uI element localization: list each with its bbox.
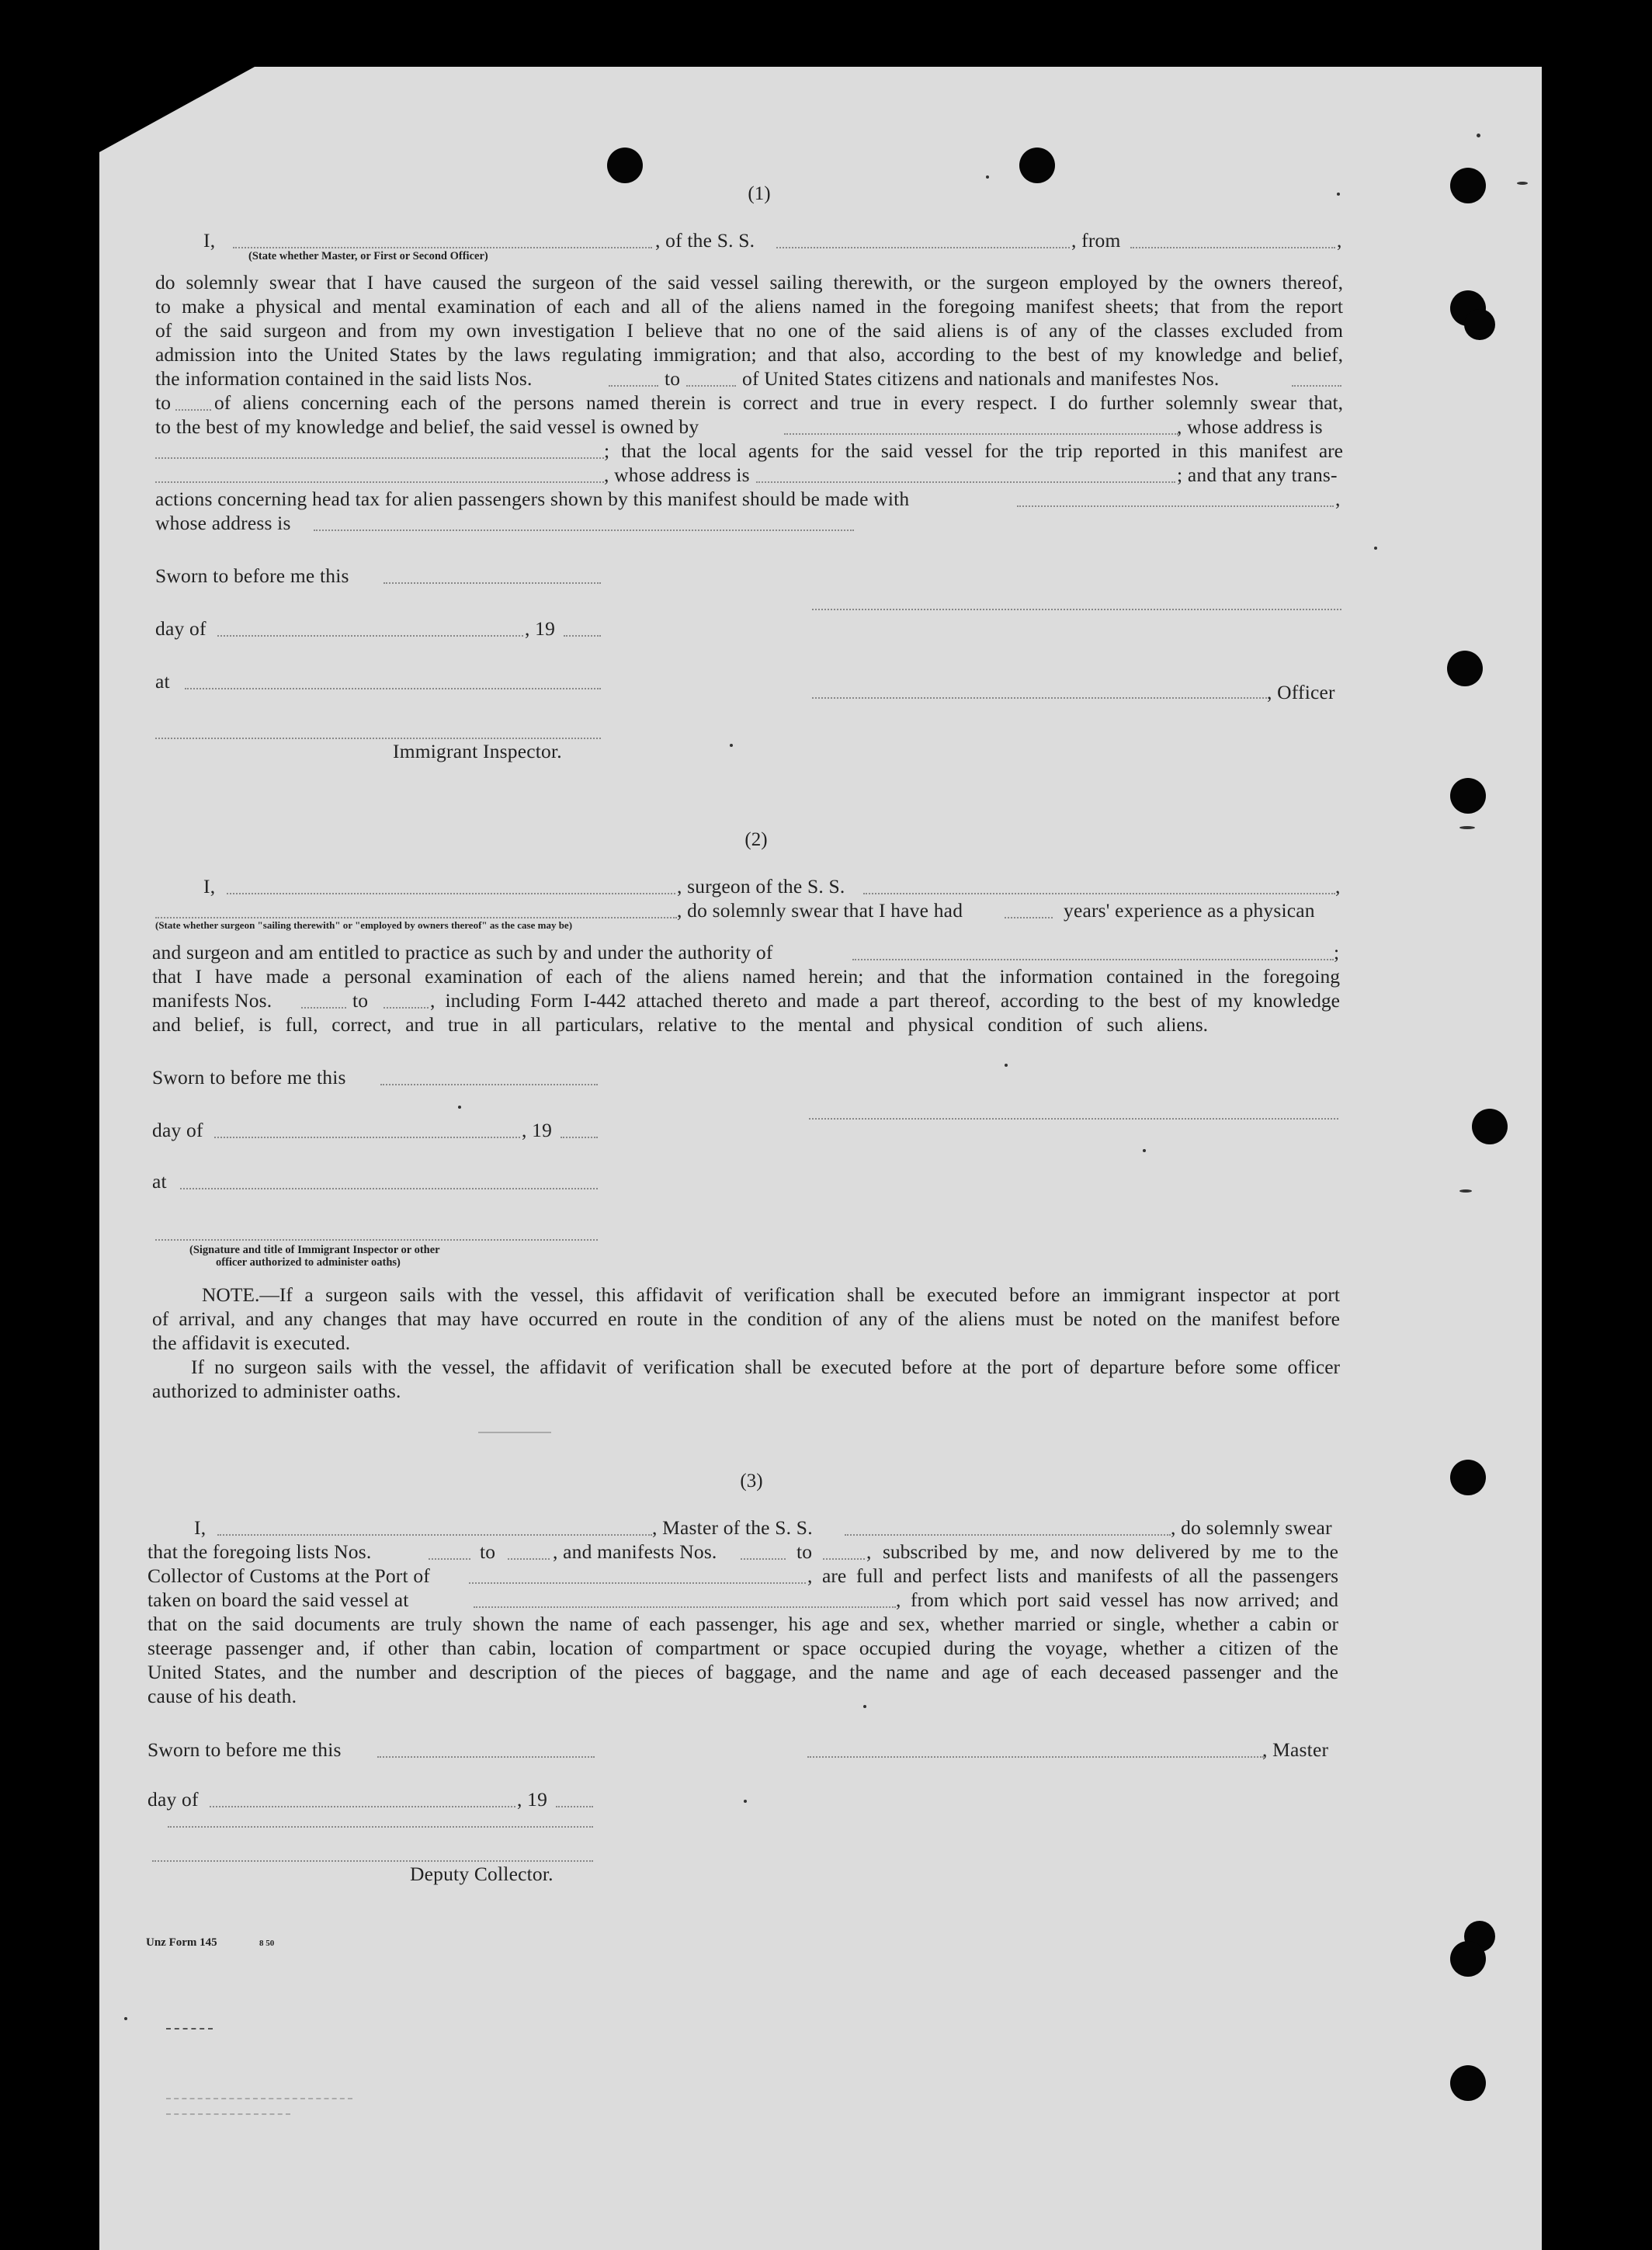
s1-name-blank bbox=[233, 247, 652, 248]
s1-sworn-blank bbox=[384, 582, 601, 584]
bottom-faint-line bbox=[166, 2098, 352, 2099]
s2-note-para2-line: If no surgeon sails with the vessel, the affidavit of verification shall be executed before at the port of departure before some officer bbox=[191, 1356, 1340, 1378]
s2-manifests-from-blank bbox=[301, 1007, 346, 1009]
s2-authority-blank bbox=[852, 959, 1334, 960]
punch-hole bbox=[607, 148, 643, 183]
s3-sworn: Sworn to before me this bbox=[148, 1738, 342, 1761]
s2-l6: and belief, is full, correct, and true in all particulars, relative to the mental and physical condition of such aliens. bbox=[152, 1013, 1208, 1036]
s1-l7a: to the best of my knowledge and belief, the said vessel is owned by bbox=[155, 415, 699, 438]
section-2-number: (2) bbox=[744, 829, 768, 850]
s1-inspector: Immigrant Inspector. bbox=[393, 740, 562, 762]
s3-name-blank bbox=[217, 1534, 652, 1536]
s1-para-line: do solemnly swear that I have caused the surgeon of the said vessel sailing therewith, or the surgeon employed by the owners thereof, bbox=[155, 271, 1343, 293]
s3-day-blank bbox=[210, 1806, 515, 1807]
s3-manifests-from-blank bbox=[741, 1558, 786, 1560]
s1-agents-blank bbox=[155, 481, 604, 483]
speck bbox=[458, 1106, 461, 1109]
s1-comma: , bbox=[1337, 229, 1342, 252]
s3-lists-from-blank bbox=[429, 1558, 470, 1560]
form-number: Unz Form 145 bbox=[146, 1936, 217, 1949]
s1-from: , from bbox=[1071, 229, 1121, 252]
s2-note-para2-line: authorized to administer oaths. bbox=[152, 1380, 401, 1402]
s1-para-line: of the said surgeon and from my own investigation I believe that no one of the said aliens is of any of the classes excluded from bbox=[155, 319, 1343, 342]
s2-sworn-blank bbox=[380, 1084, 598, 1085]
s2-l2b: years' experience as a physican bbox=[1064, 899, 1315, 922]
s2-l5b: to bbox=[352, 989, 369, 1012]
s1-year: , 19 bbox=[525, 617, 556, 640]
s2-smudge bbox=[478, 1432, 551, 1433]
s2-l3b: ; bbox=[1334, 941, 1340, 964]
s3-port-blank bbox=[469, 1582, 806, 1584]
speck bbox=[744, 1800, 747, 1803]
s1-lists-from-blank bbox=[609, 385, 658, 387]
punch-hole bbox=[1447, 651, 1483, 686]
s2-at: at bbox=[152, 1170, 167, 1193]
s1-signature-line bbox=[812, 609, 1341, 610]
s2-l5c: , including Form I-442 attached thereto and made a part thereof, according to the best of my knowledge bbox=[430, 989, 1340, 1012]
s2-day-blank bbox=[214, 1137, 520, 1138]
speck bbox=[1459, 826, 1475, 829]
s2-sig-note-2: officer authorized to administer oaths) bbox=[216, 1256, 401, 1269]
s1-l5b: to bbox=[665, 367, 681, 390]
punch-hole bbox=[1019, 148, 1055, 183]
s3-para-line: that on the said documents are truly shown the name of each passenger, his age and sex, whether married or single, whether a cabin or bbox=[148, 1613, 1338, 1635]
speck bbox=[1459, 1189, 1472, 1193]
s1-l5a: the information contained in the said lists Nos. bbox=[155, 367, 533, 390]
s1-l8a: ; that the local agents for the said vessel for the trip reported in this manifest are bbox=[604, 439, 1343, 462]
s2-day-of: day of bbox=[152, 1119, 203, 1141]
s3-l4a: taken on board the said vessel at bbox=[148, 1589, 409, 1611]
speck bbox=[1374, 547, 1377, 550]
s3-master-of: , Master of the S. S. bbox=[652, 1516, 813, 1539]
s2-manifests-to-blank bbox=[384, 1007, 429, 1009]
s3-manifests-to-blank bbox=[823, 1558, 865, 1560]
s3-boarded-at-blank bbox=[474, 1606, 896, 1608]
s3-year: , 19 bbox=[517, 1788, 548, 1811]
s1-ship-blank bbox=[776, 247, 1070, 248]
s1-of-ss: , of the S. S. bbox=[655, 229, 755, 252]
s2-note-para-line: of arrival, and any changes that may have occurred en route in the condition of any of the aliens must be noted on the manifest before bbox=[152, 1307, 1340, 1330]
s1-agents-address-blank bbox=[756, 481, 1175, 483]
punch-hole bbox=[1464, 309, 1495, 340]
s3-l2e: , subscribed by me, and now delivered by me to the bbox=[866, 1540, 1338, 1563]
speck bbox=[1477, 134, 1480, 137]
speck bbox=[1005, 1064, 1008, 1067]
s1-manifests-blank bbox=[1292, 385, 1341, 387]
s2-status-blank bbox=[155, 917, 677, 918]
s2-surgeon: , surgeon of the S. S. bbox=[677, 875, 845, 898]
s3-l3b: , are full and perfect lists and manifests of all the passengers bbox=[807, 1564, 1338, 1587]
s1-officer: , Officer bbox=[1267, 681, 1335, 703]
s2-note-para-line: the affidavit is executed. bbox=[152, 1332, 351, 1354]
s3-last-line: cause of his death. bbox=[148, 1685, 297, 1707]
s2-signature-line bbox=[809, 1118, 1338, 1120]
s3-day-of: day of bbox=[148, 1788, 199, 1811]
s1-l7b: , whose address is bbox=[1177, 415, 1323, 438]
section-1-number: (1) bbox=[748, 183, 771, 204]
s1-headtax-address-blank bbox=[314, 530, 854, 531]
punch-hole bbox=[1450, 1460, 1486, 1495]
s2-year: , 19 bbox=[522, 1119, 553, 1141]
s2-year-blank bbox=[560, 1137, 598, 1138]
punch-hole bbox=[1450, 2065, 1486, 2101]
s1-day-blank bbox=[217, 635, 523, 637]
bottom-faint-line bbox=[166, 2113, 290, 2115]
s2-l5a: manifests Nos. bbox=[152, 989, 272, 1012]
speck bbox=[863, 1705, 866, 1708]
s3-master-signature-line bbox=[807, 1756, 1264, 1758]
s1-l11: whose address is bbox=[155, 512, 291, 534]
punch-hole bbox=[1472, 1109, 1508, 1144]
s3-year-blank bbox=[556, 1806, 593, 1807]
s1-l9b: ; and that any trans- bbox=[1177, 464, 1338, 486]
s1-l10a: actions concerning head tax for alien passengers shown by this manifest should be made with bbox=[155, 488, 910, 510]
s3-l2a: that the foregoing lists Nos. bbox=[148, 1540, 372, 1563]
speck bbox=[1517, 182, 1528, 185]
s2-note: (State whether surgeon "sailing therewith" or "employed by owners thereof" as the case may be) bbox=[155, 919, 573, 931]
s2-i-label: I, bbox=[203, 875, 216, 898]
s2-ship-blank bbox=[863, 893, 1335, 894]
s1-headtax-blank bbox=[1017, 505, 1334, 507]
s1-i-label: I, bbox=[203, 229, 216, 252]
punch-hole bbox=[1450, 168, 1486, 203]
s3-swear: , do solemnly swear bbox=[1171, 1516, 1332, 1539]
s1-sworn: Sworn to before me this bbox=[155, 564, 349, 587]
s3-l2b: to bbox=[480, 1540, 496, 1563]
s1-l10b: , bbox=[1335, 488, 1341, 510]
bottom-faint-line bbox=[166, 2028, 213, 2030]
s3-i-label: I, bbox=[194, 1516, 206, 1539]
s1-officer-line bbox=[812, 697, 1267, 699]
speck bbox=[1337, 193, 1340, 196]
s1-l6b: of aliens concerning each of the persons named therein is correct and true in every respect. I do further solemnly swear that, bbox=[214, 391, 1343, 414]
s1-para-line: admission into the United States by the laws regulating immigration; and that also, according to the best of my knowledge and belief, bbox=[155, 343, 1343, 366]
s2-sworn: Sworn to before me this bbox=[152, 1066, 346, 1089]
s1-owner-blank bbox=[784, 433, 1178, 435]
s3-deputy: Deputy Collector. bbox=[410, 1863, 554, 1885]
s3-master: , Master bbox=[1262, 1738, 1329, 1761]
s1-l9a: , whose address is bbox=[604, 464, 750, 486]
s1-note: (State whether Master, or First or Second Officer) bbox=[248, 250, 488, 262]
s2-years-blank bbox=[1005, 917, 1053, 918]
form-code: 8 50 bbox=[259, 1939, 275, 1948]
s1-lists-to-blank bbox=[686, 385, 736, 387]
s2-at-blank bbox=[180, 1188, 598, 1189]
s2-note-para-line: NOTE.—If a surgeon sails with the vessel, this affidavit of verification shall be executed before an immigrant inspector at port bbox=[202, 1283, 1340, 1306]
s1-para-line: to make a physical and mental examination of each and all of the aliens named in the foregoing manifest sheets; that from the report bbox=[155, 295, 1343, 318]
s3-l4b: , from which port said vessel has now arrived; and bbox=[896, 1589, 1338, 1611]
s1-manifests-to-blank bbox=[175, 409, 211, 411]
s2-l1-end: , bbox=[1335, 875, 1341, 898]
speck bbox=[124, 2017, 127, 2020]
s1-l6a: to bbox=[155, 391, 172, 414]
s1-owner-address-blank bbox=[155, 457, 604, 459]
s3-l2c: , and manifests Nos. bbox=[553, 1540, 717, 1563]
s3-para-line: steerage passenger and, if other than cabin, location of compartment or space occupied during the voyage, whether a citizen of the bbox=[148, 1637, 1338, 1659]
s3-l2d: to bbox=[796, 1540, 813, 1563]
s1-at-blank bbox=[185, 688, 601, 689]
s1-from-blank bbox=[1130, 247, 1335, 248]
s1-year-blank bbox=[564, 635, 601, 637]
s2-l3a: and surgeon and am entitled to practice as such by and under the authority of bbox=[152, 941, 773, 964]
s1-at: at bbox=[155, 670, 170, 693]
s2-l2a: , do solemnly swear that I have had bbox=[677, 899, 963, 922]
speck bbox=[986, 175, 989, 179]
s3-extra-blank bbox=[168, 1826, 593, 1828]
s2-official-line bbox=[155, 1239, 598, 1241]
s3-sworn-blank bbox=[377, 1756, 595, 1758]
s2-sig-note-1: (Signature and title of Immigrant Inspector or other bbox=[189, 1244, 440, 1256]
punch-hole bbox=[1450, 1941, 1486, 1977]
s3-ship-blank bbox=[845, 1534, 1171, 1536]
s3-para-line: United States, and the number and description of the pieces of baggage, and the name and age of each deceased passenger and the bbox=[148, 1661, 1338, 1683]
s2-l4: that I have made a personal examination of each of the aliens named herein; and that the information contained in the foregoing bbox=[152, 965, 1340, 988]
section-3-number: (3) bbox=[740, 1470, 763, 1491]
s1-l5c: of United States citizens and nationals and manifestes Nos. bbox=[742, 367, 1220, 390]
speck bbox=[1143, 1149, 1146, 1152]
punch-hole bbox=[1450, 778, 1486, 814]
s3-lists-to-blank bbox=[508, 1558, 550, 1560]
s2-name-blank bbox=[227, 893, 675, 894]
s1-day-of: day of bbox=[155, 617, 206, 640]
s3-l3a: Collector of Customs at the Port of bbox=[148, 1564, 430, 1587]
speck bbox=[730, 744, 733, 747]
